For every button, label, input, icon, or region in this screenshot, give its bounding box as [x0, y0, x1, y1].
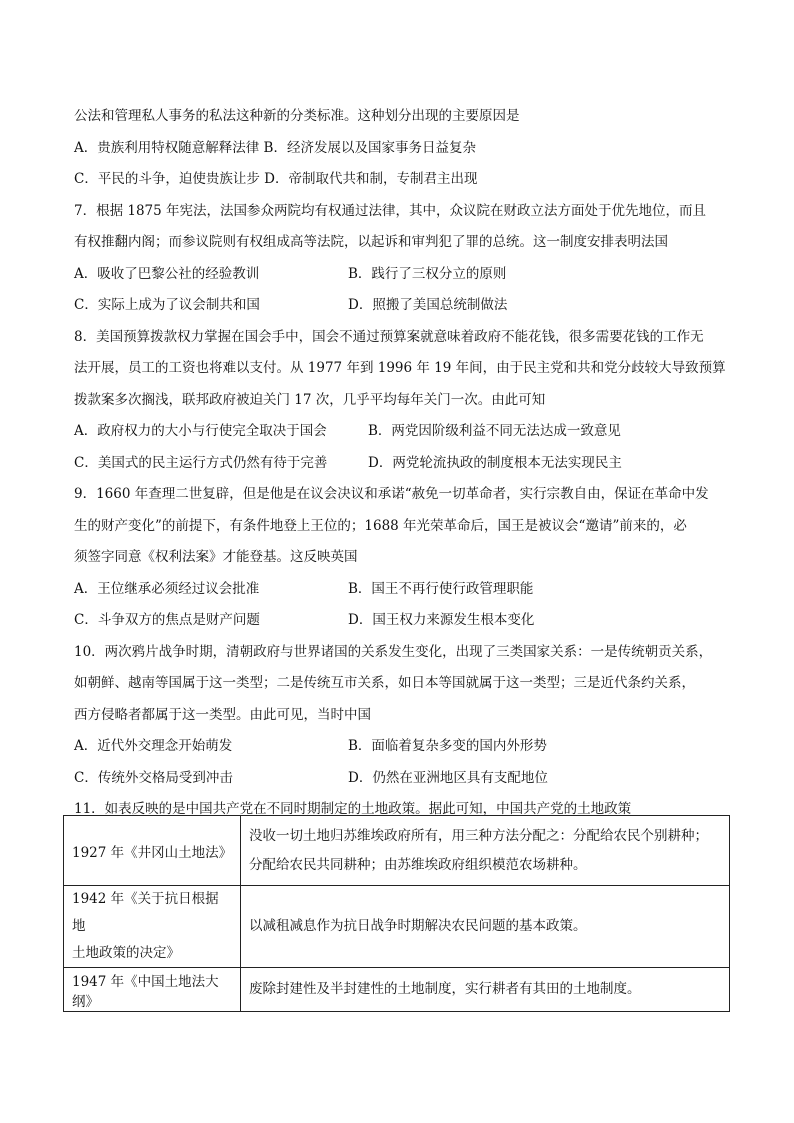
q9-option-c[interactable]: C．斗争双方的焦点是财产问题	[74, 612, 260, 628]
law-line: 1942 年《关于抗日根据地	[72, 891, 219, 934]
q8-stem-line-2: 法开展，员工的工资也将难以支付。从 1977 年到 1996 年 19 年间，由于民主党和共和党分歧较大导致预算	[74, 360, 726, 376]
questions	[74, 101, 734, 826]
q10-options-row-2	[74, 763, 734, 795]
q7-option-d[interactable]: D．照搬了美国总统制做法	[348, 297, 508, 313]
law-cell: 1947 年《中国土地法大纲》	[64, 968, 241, 1012]
content-line: 废除封建性及半封建性的土地制度，实行耕者有其田的土地制度。	[249, 981, 641, 997]
q10-option-a[interactable]: A．近代外交理念开始萌发	[74, 738, 233, 754]
q8-option-b[interactable]: B．两党因阶级利益不同无法达成一致意见	[368, 423, 621, 439]
q7-option-c[interactable]: C．实际上成为了议会制共和国	[74, 297, 260, 313]
land-policy-table	[63, 815, 730, 1012]
q9-option-b[interactable]: B．国王不再行使行政管理职能	[348, 580, 534, 597]
q10-stem-line-3: 西方侵略者都属于这一类型。由此可见，当时中国	[74, 706, 371, 723]
content-line: 分配给农民共同耕种；由苏维埃政府组织模范农场耕种。	[249, 856, 587, 873]
q6-options-ab: A．贵族利用特权随意解释法律 B．经济发展以及国家事务日益复杂	[74, 139, 476, 156]
q10-option-b[interactable]: B．面临着复杂多变的国内外形势	[348, 738, 547, 754]
q7-option-b[interactable]: B．践行了三权分立的原则	[348, 265, 507, 282]
q10-options-row-1	[74, 731, 734, 763]
q8-options-row-2	[74, 448, 734, 480]
q8-option-c[interactable]: C．美国式的民主运行方式仍然有待于完善	[74, 454, 328, 471]
q7-option-a[interactable]: A．吸收了巴黎公社的经验教训	[74, 265, 260, 282]
q11-stem: 11．如表反映的是中国共产党在不同时期制定的土地政策。据此可知，中国共产党的土地政策	[74, 801, 632, 817]
q7-options-row-1	[74, 259, 734, 291]
q9-options-row-1	[74, 574, 734, 606]
q9-stem-line-3: 须签字同意《权利法案》才能登基。这反映英国	[74, 549, 358, 565]
table-row	[64, 816, 730, 886]
q9-option-d[interactable]: D．国王权力来源发生根本变化	[348, 612, 535, 628]
q9-options-row-2	[74, 605, 734, 637]
q6-stem-line: 公法和管理私人事务的私法这种新的分类标准。这种划分出现的主要原因是	[74, 108, 520, 124]
q7-stem-line-1: 7．根据 1875 年宪法，法国参众两院均有权通过法律，其中，众议院在财政立法方面处于优先地位，而且	[74, 202, 707, 219]
q8-stem-line-1: 8．美国预算拨款权力掌握在国会手中，国会不通过预算案就意味着政府不能花钱，很多需要花钱的工作无	[74, 328, 704, 345]
table-row	[64, 886, 730, 968]
q8-option-d[interactable]: D．两党轮流执政的制度根本无法实现民主	[368, 454, 622, 471]
q10-option-c[interactable]: C．传统外交格局受到冲击	[74, 769, 233, 786]
content-cell	[241, 886, 730, 968]
content-cell	[241, 816, 730, 886]
q8-stem-line-3: 拨款案多次搁浅，联邦政府被迫关门 17 次，几乎平均每年关门一次。由此可知	[74, 391, 546, 408]
law-cell	[64, 886, 241, 968]
q9-option-a[interactable]: A．王位继承必须经过议会批准	[74, 580, 260, 597]
content-cell	[241, 968, 730, 1012]
content-line: 没收一切土地归苏维埃政府所有，用三种方法分配之：分配给农民个别耕种；	[249, 827, 708, 844]
q10-option-d[interactable]: D．仍然在亚洲地区具有支配地位	[348, 769, 548, 786]
table-row	[64, 968, 730, 1012]
law-cell: 1927 年《井冈山土地法》	[64, 816, 241, 886]
law-line: 土地政策的决定》	[72, 945, 180, 961]
q7-stem-line-2: 有权推翻内阁；而参议院则有权组成高等法院，以起诉和审判犯了罪的总统。这一制度安排表明法国	[74, 234, 668, 250]
q7-options-row-2	[74, 290, 734, 322]
q10-stem-line-2: 如朝鲜、越南等国属于这一类型；二是传统互市关系，如日本等国就属于这一类型；三是近代条约关系，	[74, 675, 695, 691]
q6-options-cd: C．平民的斗争，迫使贵族让步 D．帝制取代共和制，专制君主出现	[74, 171, 478, 187]
q9-stem-line-2: 生的财产变化”的前提下，有条件地登上王位的；1688 年光荣革命后，国王是被议会“邀请”前来的，必	[74, 517, 687, 534]
q8-options-row-1	[74, 416, 734, 448]
q10-stem-line-1: 10．两次鸦片战争时期，清朝政府与世界诸国的关系发生变化，出现了三类国家关系：一是传统朝贡关系，	[74, 643, 713, 660]
q8-option-a[interactable]: A．政府权力的大小与行使完全取决于国会	[74, 423, 327, 439]
q9-stem-line-1: 9．1660 年查理二世复辟，但是他是在议会决议和承诺“赦免一切革命者，实行宗教自由，保证在革命中发	[74, 486, 709, 502]
content-line: 以减租减息作为抗日战争时期解决农民问题的基本政策。	[249, 918, 587, 934]
